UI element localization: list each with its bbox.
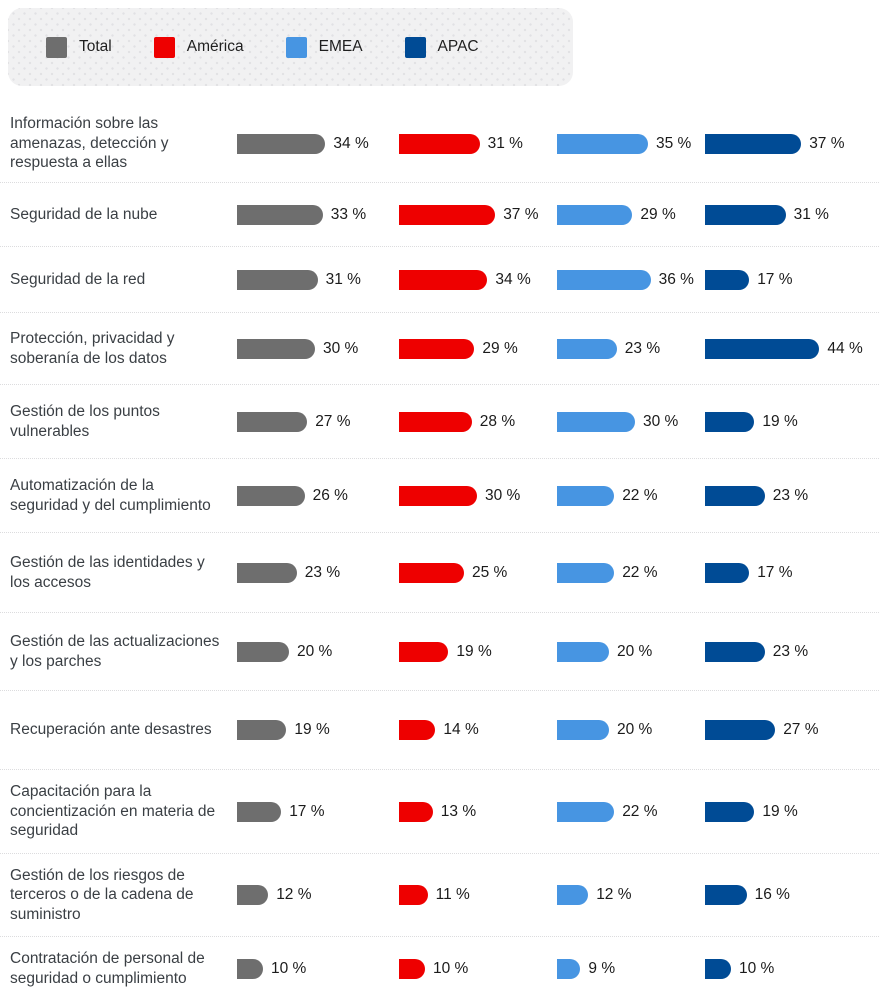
chart-row [0,769,879,853]
bar-cell-america [399,486,557,506]
bar-apac [705,802,754,822]
bar-cell-total [237,642,399,662]
bar-value: 34 % [333,134,369,152]
bar-emea [557,486,614,506]
bar-total [237,885,268,905]
bar-value: 22 % [622,802,658,820]
bar-value: 23 % [304,563,341,581]
bar-cell-america [399,885,557,905]
bar-apac [705,563,749,583]
legend-label: Total [79,38,112,55]
bar-value: 17 % [757,563,793,581]
chart-row [0,612,879,690]
bar-value: 10 % [739,959,775,977]
bar-total [237,486,305,506]
bar-cell-emea [557,885,705,905]
chart-legend [8,8,573,86]
bar-total [237,205,323,225]
bar-apac [705,642,765,662]
bar-cell-total [237,720,399,740]
bar-total [237,959,263,979]
bar-value: 10 % [271,959,307,977]
bar-value: 13 % [440,802,477,820]
bar-apac [705,720,775,740]
bar-america [399,134,480,154]
bar-value: 30 % [323,339,359,357]
bar-value: 27 % [783,721,819,738]
bar-apac [705,412,754,432]
bar-value: 35 % [656,134,692,152]
chart-row [0,182,879,246]
bar-value: 26 % [312,486,348,504]
chart-row [0,312,879,384]
chart-row [0,853,879,936]
bar-cell-emea [557,205,705,225]
bar-value: 25 % [472,563,508,581]
bar-cell-total [237,959,399,979]
legend-label: APAC [437,38,479,55]
bar-america [399,270,487,290]
bar-apac [705,959,731,979]
category-label: Gestión de las identidades y los accesos [10,553,205,591]
bar-cell-apac [705,885,879,905]
bar-value: 19 % [294,721,330,738]
bar-value: 30 % [643,412,679,430]
legend-item [154,37,244,58]
bar-cell-america [399,205,557,225]
bar-america [399,205,495,225]
chart-row [0,532,879,612]
bar-cell-emea [557,270,705,290]
bar-cell-emea [557,412,705,432]
bar-value: 34 % [495,270,531,288]
bar-chart-rows [0,105,879,1000]
bar-value: 16 % [754,886,790,903]
bar-cell-america [399,642,557,662]
category-label: Gestión de los riesgos de terceros o de la cadena de suministro [10,866,194,923]
bar-total [237,563,297,583]
bar-value: 31 % [793,205,829,223]
bar-value: 17 % [289,802,325,820]
bar-total [237,270,318,290]
bar-value: 14 % [443,721,479,738]
bar-cell-total [237,412,399,432]
legend-label: América [186,38,244,55]
bar-value: 29 % [640,205,676,223]
bar-apac [705,486,765,506]
swatch-dark-blue-icon [405,37,426,58]
category-label: Automatización de la seguridad y del cumplimiento [10,476,211,514]
grouped-bar-chart [0,8,879,1008]
bar-cell-apac [705,563,879,583]
bar-cell-apac [705,720,879,740]
bar-value: 20 % [617,642,653,660]
bar-cell-total [237,486,399,506]
bar-emea [557,134,648,154]
bar-cell-apac [705,642,879,662]
bar-total [237,412,307,432]
bar-cell-apac [705,486,879,506]
category-label: Protección, privacidad y soberanía de los datos [10,329,175,367]
chart-row [0,384,879,458]
category-label: Seguridad de la nube [10,205,158,223]
chart-row [0,246,879,312]
bar-apac [705,205,786,225]
category-label: Contratación de personal de seguridad o cumplimiento [10,949,205,987]
bar-total [237,802,281,822]
bar-value: 30 % [485,486,521,504]
bar-apac [705,270,749,290]
bar-value: 11 % [435,886,470,903]
bar-emea [557,720,609,740]
legend-item [405,37,479,58]
bar-cell-apac [705,959,879,979]
bar-value: 12 % [276,886,312,903]
bar-apac [705,134,801,154]
bar-cell-emea [557,134,705,154]
bar-value: 36 % [658,270,694,288]
bar-emea [557,959,580,979]
bar-value: 9 % [588,959,616,977]
bar-value: 29 % [482,339,518,357]
bar-cell-america [399,959,557,979]
category-label: Recuperación ante desastres [10,721,212,739]
bar-cell-emea [557,720,705,740]
bar-value: 22 % [622,563,658,581]
bar-value: 17 % [757,270,793,288]
category-label: Gestión de los puntos vulnerables [10,402,160,440]
bar-value: 33 % [330,205,367,223]
bar-emea [557,412,635,432]
bar-cell-total [237,205,399,225]
bar-value: 37 % [503,205,539,223]
bar-emea [557,642,609,662]
bar-cell-apac [705,802,879,822]
bar-value: 10 % [433,959,469,977]
bar-cell-apac [705,205,879,225]
legend-item [286,37,363,58]
bar-value: 19 % [762,412,798,430]
bar-america [399,412,472,432]
bar-america [399,339,474,359]
bar-value: 23 % [772,642,809,660]
chart-row [0,458,879,532]
bar-cell-total [237,134,399,154]
bar-cell-emea [557,959,705,979]
bar-cell-apac [705,134,879,154]
bar-america [399,720,435,740]
swatch-red-icon [154,37,175,58]
bar-emea [557,563,614,583]
bar-emea [557,339,617,359]
bar-america [399,642,448,662]
bar-cell-america [399,563,557,583]
bar-value: 20 % [297,642,333,660]
bar-apac [705,885,747,905]
bar-america [399,802,433,822]
bar-total [237,642,289,662]
bar-america [399,885,428,905]
category-label: Capacitación para la concientización en materia de seguridad [10,783,216,840]
bar-cell-emea [557,339,705,359]
category-label: Gestión de las actualizaciones y los parches [10,632,220,670]
bar-cell-emea [557,486,705,506]
swatch-gray-icon [46,37,67,58]
bar-value: 44 % [827,339,863,357]
bar-cell-apac [705,270,879,290]
bar-cell-total [237,563,399,583]
chart-row [0,690,879,769]
chart-row [0,105,879,182]
bar-emea [557,885,588,905]
bar-cell-america [399,339,557,359]
bar-cell-emea [557,802,705,822]
bar-total [237,339,315,359]
bar-cell-total [237,802,399,822]
bar-value: 23 % [624,339,661,357]
bar-emea [557,802,614,822]
bar-value: 12 % [596,886,632,903]
bar-cell-apac [705,412,879,432]
bar-total [237,720,286,740]
bar-america [399,563,464,583]
bar-cell-america [399,270,557,290]
bar-emea [557,205,632,225]
bar-emea [557,270,651,290]
bar-apac [705,339,819,359]
bar-value: 27 % [315,412,351,430]
bar-cell-total [237,885,399,905]
bar-cell-emea [557,563,705,583]
legend-item [46,37,112,58]
bar-america [399,959,425,979]
bar-value: 37 % [809,134,845,152]
category-label: Seguridad de la red [10,270,146,288]
bar-value: 19 % [762,802,798,820]
chart-row [0,936,879,1000]
bar-cell-total [237,270,399,290]
bar-cell-apac [705,339,879,359]
bar-america [399,486,477,506]
bar-cell-america [399,412,557,432]
swatch-light-blue-icon [286,37,307,58]
bar-cell-total [237,339,399,359]
bar-value: 20 % [617,721,653,738]
bar-value: 31 % [487,134,523,152]
bar-cell-america [399,720,557,740]
bar-value: 31 % [325,270,361,288]
bar-value: 23 % [772,486,809,504]
legend-label: EMEA [318,38,363,55]
bar-total [237,134,325,154]
category-label: Información sobre las amenazas, detección y respuesta a ellas [10,115,169,172]
bar-cell-america [399,802,557,822]
bar-value: 19 % [456,642,492,660]
bar-cell-america [399,134,557,154]
bar-cell-emea [557,642,705,662]
bar-value: 28 % [479,412,516,430]
bar-value: 22 % [622,486,658,504]
